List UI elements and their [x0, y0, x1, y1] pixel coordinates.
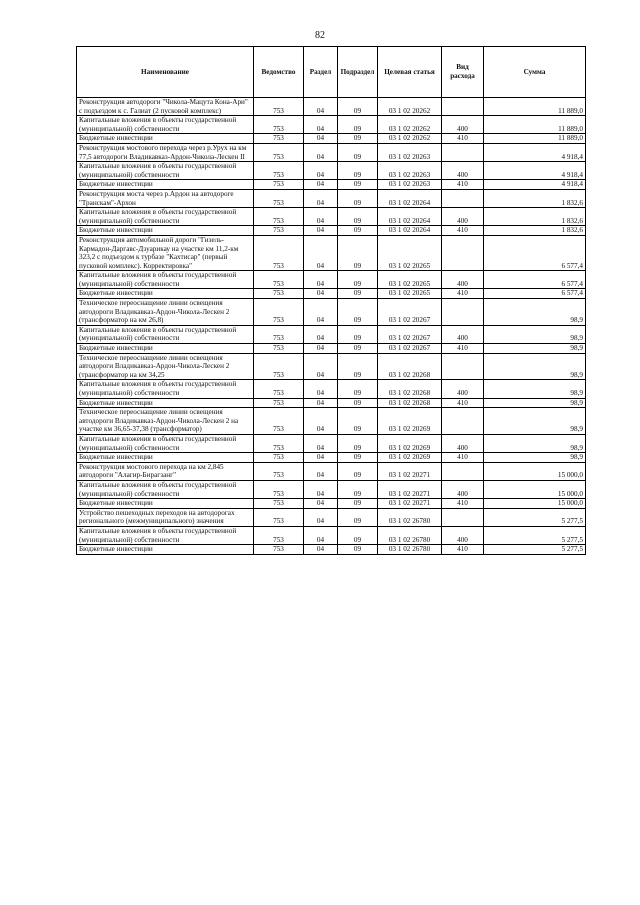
cell-ved: 753	[254, 380, 304, 398]
table-row	[77, 462, 586, 480]
table-header-row	[77, 47, 586, 98]
cell-podrazdel: 09	[338, 289, 378, 299]
cell-name: Бюджетные инвестиции	[77, 499, 254, 509]
cell-name: Реконструкция автодороги "Чикола-Мацута Кона-Ари" с подъездом к с. Галиат (2 пусковой комплекс)	[77, 98, 254, 116]
table-row	[77, 162, 586, 180]
cell-summa: 4 918,4	[484, 162, 586, 180]
header-razdel: Раздел	[304, 47, 338, 98]
cell-razdel: 04	[304, 289, 338, 299]
cell-razdel: 04	[304, 271, 338, 289]
header-ved: Ведомство	[254, 47, 304, 98]
cell-name: Бюджетные инвестиции	[77, 180, 254, 190]
cell-vid: 410	[442, 226, 484, 236]
cell-razdel: 04	[304, 235, 338, 270]
cell-vid: 410	[442, 180, 484, 190]
cell-podrazdel: 09	[338, 180, 378, 190]
cell-vid: 410	[442, 289, 484, 299]
cell-vid: 410	[442, 499, 484, 509]
cell-podrazdel: 09	[338, 526, 378, 544]
cell-podrazdel: 09	[338, 189, 378, 207]
cell-razdel: 04	[304, 325, 338, 343]
cell-summa: 5 277,5	[484, 526, 586, 544]
cell-vid	[442, 143, 484, 161]
cell-podrazdel: 09	[338, 271, 378, 289]
cell-summa: 98,9	[484, 434, 586, 452]
cell-vid: 410	[442, 344, 484, 354]
cell-cel: 03 1 02 20269	[378, 453, 442, 463]
cell-name: Бюджетные инвестиции	[77, 344, 254, 354]
cell-ved: 753	[254, 98, 304, 116]
cell-podrazdel: 09	[338, 545, 378, 555]
cell-vid	[442, 235, 484, 270]
cell-podrazdel: 09	[338, 98, 378, 116]
table-row	[77, 180, 586, 190]
table-row	[77, 189, 586, 207]
cell-ved: 753	[254, 289, 304, 299]
cell-name: Бюджетные инвестиции	[77, 398, 254, 408]
cell-podrazdel: 09	[338, 408, 378, 435]
cell-cel: 03 1 02 20263	[378, 162, 442, 180]
cell-name: Капитальные вложения в объекты государственной (муниципальной) собственности	[77, 325, 254, 343]
cell-razdel: 04	[304, 480, 338, 498]
cell-vid: 400	[442, 526, 484, 544]
cell-cel: 03 1 02 20271	[378, 480, 442, 498]
cell-razdel: 04	[304, 134, 338, 144]
cell-razdel: 04	[304, 545, 338, 555]
table-row	[77, 453, 586, 463]
header-vid: Вид расхода	[442, 47, 484, 98]
cell-name: Реконструкция моста через р.Ардон на автодороге "Транскам"-Архон	[77, 189, 254, 207]
cell-summa: 1 832,6	[484, 226, 586, 236]
cell-razdel: 04	[304, 398, 338, 408]
cell-name: Капитальные вложения в объекты государственной (муниципальной) собственности	[77, 380, 254, 398]
cell-podrazdel: 09	[338, 398, 378, 408]
table-row	[77, 344, 586, 354]
cell-name: Техническое переоснащение линии освещения автодороги Владикавказ-Ардон-Чикола-Лескен 2 (трансформатор на км 34,25	[77, 353, 254, 380]
table-row	[77, 116, 586, 134]
cell-cel: 03 1 02 20262	[378, 98, 442, 116]
cell-vid	[442, 508, 484, 526]
cell-summa: 98,9	[484, 325, 586, 343]
cell-name: Реконструкция мостового перехода через р.Урух на км 77,5 автодороги Владикавказ-Ардон-Чикола-Лескен II	[77, 143, 254, 161]
cell-razdel: 04	[304, 116, 338, 134]
cell-cel: 03 1 02 20265	[378, 235, 442, 270]
table-body	[77, 98, 586, 555]
cell-podrazdel: 09	[338, 462, 378, 480]
cell-name: Бюджетные инвестиции	[77, 134, 254, 144]
cell-ved: 753	[254, 116, 304, 134]
cell-cel: 03 1 02 20269	[378, 434, 442, 452]
header-summa: Сумма	[484, 47, 586, 98]
cell-ved: 753	[254, 180, 304, 190]
cell-ved: 753	[254, 462, 304, 480]
cell-ved: 753	[254, 508, 304, 526]
cell-cel: 03 1 02 26780	[378, 545, 442, 555]
cell-razdel: 04	[304, 526, 338, 544]
page-number: 82	[315, 30, 325, 41]
cell-podrazdel: 09	[338, 325, 378, 343]
cell-podrazdel: 09	[338, 116, 378, 134]
cell-summa: 98,9	[484, 299, 586, 326]
cell-ved: 753	[254, 271, 304, 289]
cell-cel: 03 1 02 20268	[378, 380, 442, 398]
cell-razdel: 04	[304, 353, 338, 380]
cell-podrazdel: 09	[338, 353, 378, 380]
cell-razdel: 04	[304, 499, 338, 509]
cell-ved: 753	[254, 434, 304, 452]
cell-name: Капитальные вложения в объекты государственной (муниципальной) собственности	[77, 480, 254, 498]
cell-vid: 410	[442, 398, 484, 408]
table-row	[77, 508, 586, 526]
cell-ved: 753	[254, 344, 304, 354]
cell-vid: 400	[442, 208, 484, 226]
cell-summa: 15 000,0	[484, 462, 586, 480]
table-row	[77, 434, 586, 452]
cell-summa: 98,9	[484, 408, 586, 435]
cell-ved: 753	[254, 143, 304, 161]
cell-ved: 753	[254, 480, 304, 498]
cell-ved: 753	[254, 162, 304, 180]
cell-podrazdel: 09	[338, 480, 378, 498]
cell-cel: 03 1 02 26780	[378, 526, 442, 544]
cell-cel: 03 1 02 20264	[378, 189, 442, 207]
cell-cel: 03 1 02 20267	[378, 325, 442, 343]
cell-podrazdel: 09	[338, 208, 378, 226]
cell-ved: 753	[254, 499, 304, 509]
cell-ved: 753	[254, 189, 304, 207]
cell-ved: 753	[254, 208, 304, 226]
budget-table	[76, 46, 586, 555]
cell-vid	[442, 408, 484, 435]
cell-cel: 03 1 02 20271	[378, 462, 442, 480]
cell-ved: 753	[254, 408, 304, 435]
cell-cel: 03 1 02 20265	[378, 271, 442, 289]
cell-vid: 400	[442, 380, 484, 398]
cell-summa: 4 918,4	[484, 143, 586, 161]
cell-summa: 98,9	[484, 353, 586, 380]
cell-summa: 11 889,0	[484, 134, 586, 144]
cell-razdel: 04	[304, 299, 338, 326]
table-row	[77, 408, 586, 435]
cell-name: Бюджетные инвестиции	[77, 226, 254, 236]
cell-vid	[442, 353, 484, 380]
cell-ved: 753	[254, 226, 304, 236]
cell-summa: 11 889,0	[484, 116, 586, 134]
table-row	[77, 299, 586, 326]
cell-name: Капитальные вложения в объекты государственной (муниципальной) собственности	[77, 162, 254, 180]
table-row	[77, 499, 586, 509]
table-row	[77, 98, 586, 116]
cell-name: Реконструкция автомобильной дороги "Гизель-Кармадон-Даргавс-Дзуарикау на участке км 11,2-км 323,2 с подъездом к турбазе "Кахтисар" (первый пусковой комплекс). Корректировка"	[77, 235, 254, 270]
cell-vid: 400	[442, 434, 484, 452]
cell-vid: 400	[442, 480, 484, 498]
cell-name: Устройство пешеходных переходов на автодорогах регионального (межмуниципального) значения	[77, 508, 254, 526]
cell-cel: 03 1 02 20262	[378, 116, 442, 134]
cell-name: Бюджетные инвестиции	[77, 453, 254, 463]
cell-podrazdel: 09	[338, 380, 378, 398]
table-row	[77, 289, 586, 299]
cell-vid: 410	[442, 545, 484, 555]
cell-cel: 03 1 02 20263	[378, 180, 442, 190]
table-row	[77, 545, 586, 555]
cell-cel: 03 1 02 20269	[378, 408, 442, 435]
cell-vid	[442, 299, 484, 326]
cell-name: Техническое переоснащение линии освещения автодороги Владикавказ-Ардон-Чикола-Лескен 2 (трансформатор на км 26,8)	[77, 299, 254, 326]
cell-podrazdel: 09	[338, 226, 378, 236]
cell-ved: 753	[254, 235, 304, 270]
cell-vid	[442, 189, 484, 207]
cell-summa: 98,9	[484, 453, 586, 463]
cell-razdel: 04	[304, 180, 338, 190]
cell-ved: 753	[254, 453, 304, 463]
cell-summa: 15 000,0	[484, 499, 586, 509]
cell-cel: 03 1 02 20271	[378, 499, 442, 509]
table-row	[77, 353, 586, 380]
cell-summa: 98,9	[484, 344, 586, 354]
cell-summa: 11 889,0	[484, 98, 586, 116]
cell-ved: 753	[254, 526, 304, 544]
cell-name: Бюджетные инвестиции	[77, 545, 254, 555]
cell-vid: 400	[442, 271, 484, 289]
table-row	[77, 480, 586, 498]
cell-cel: 03 1 02 20267	[378, 299, 442, 326]
cell-vid	[442, 462, 484, 480]
cell-ved: 753	[254, 134, 304, 144]
table-row	[77, 380, 586, 398]
cell-razdel: 04	[304, 143, 338, 161]
cell-cel: 03 1 02 20267	[378, 344, 442, 354]
cell-cel: 03 1 02 20268	[378, 353, 442, 380]
cell-vid: 400	[442, 325, 484, 343]
cell-vid: 410	[442, 453, 484, 463]
cell-ved: 753	[254, 545, 304, 555]
cell-podrazdel: 09	[338, 143, 378, 161]
cell-name: Капитальные вложения в объекты государственной (муниципальной) собственности	[77, 116, 254, 134]
cell-razdel: 04	[304, 462, 338, 480]
cell-vid: 400	[442, 116, 484, 134]
cell-razdel: 04	[304, 508, 338, 526]
table-row	[77, 143, 586, 161]
cell-ved: 753	[254, 353, 304, 380]
cell-summa: 5 277,5	[484, 545, 586, 555]
cell-podrazdel: 09	[338, 499, 378, 509]
cell-vid: 400	[442, 162, 484, 180]
cell-podrazdel: 09	[338, 162, 378, 180]
table-row	[77, 208, 586, 226]
cell-summa: 6 577,4	[484, 271, 586, 289]
cell-summa: 6 577,4	[484, 289, 586, 299]
cell-ved: 753	[254, 299, 304, 326]
cell-summa: 1 832,6	[484, 189, 586, 207]
cell-razdel: 04	[304, 344, 338, 354]
cell-razdel: 04	[304, 226, 338, 236]
cell-cel: 03 1 02 20265	[378, 289, 442, 299]
table-row	[77, 226, 586, 236]
cell-ved: 753	[254, 325, 304, 343]
cell-vid: 410	[442, 134, 484, 144]
cell-name: Капитальные вложения в объекты государственной (муниципальной) собственности	[77, 208, 254, 226]
table-row	[77, 325, 586, 343]
cell-cel: 03 1 02 26780	[378, 508, 442, 526]
cell-summa: 6 577,4	[484, 235, 586, 270]
header-name: Наименование	[77, 47, 254, 98]
cell-name: Капитальные вложения в объекты государственной (муниципальной) собственности	[77, 434, 254, 452]
cell-razdel: 04	[304, 380, 338, 398]
cell-cel: 03 1 02 20263	[378, 143, 442, 161]
cell-name: Техническое переоснащение линии освещения автодороги Владикавказ-Ардон-Чикола-Лескен 2 на участке км 36,65-37,38 (трансформатор)	[77, 408, 254, 435]
table-row	[77, 271, 586, 289]
cell-podrazdel: 09	[338, 299, 378, 326]
table-row	[77, 398, 586, 408]
cell-podrazdel: 09	[338, 134, 378, 144]
cell-razdel: 04	[304, 189, 338, 207]
cell-cel: 03 1 02 20262	[378, 134, 442, 144]
cell-razdel: 04	[304, 408, 338, 435]
cell-name: Бюджетные инвестиции	[77, 289, 254, 299]
cell-summa: 5 277,5	[484, 508, 586, 526]
cell-name: Реконструкция мостового перехода на км 2,845 автодороги "Алагир-Бирагзанг"	[77, 462, 254, 480]
cell-razdel: 04	[304, 162, 338, 180]
cell-podrazdel: 09	[338, 453, 378, 463]
cell-cel: 03 1 02 20264	[378, 208, 442, 226]
table-row	[77, 134, 586, 144]
cell-cel: 03 1 02 20268	[378, 398, 442, 408]
cell-name: Капитальные вложения в объекты государственной (муниципальной) собственности	[77, 526, 254, 544]
cell-podrazdel: 09	[338, 235, 378, 270]
table-row	[77, 526, 586, 544]
cell-cel: 03 1 02 20264	[378, 226, 442, 236]
cell-name: Капитальные вложения в объекты государственной (муниципальной) собственности	[77, 271, 254, 289]
cell-summa: 98,9	[484, 398, 586, 408]
cell-podrazdel: 09	[338, 344, 378, 354]
cell-summa: 1 832,6	[484, 208, 586, 226]
cell-ved: 753	[254, 398, 304, 408]
cell-summa: 98,9	[484, 380, 586, 398]
header-podrazdel: Подраздел	[338, 47, 378, 98]
cell-razdel: 04	[304, 208, 338, 226]
cell-vid	[442, 98, 484, 116]
cell-summa: 4 918,4	[484, 180, 586, 190]
header-cel: Целевая статья	[378, 47, 442, 98]
cell-razdel: 04	[304, 98, 338, 116]
cell-podrazdel: 09	[338, 434, 378, 452]
cell-razdel: 04	[304, 453, 338, 463]
cell-razdel: 04	[304, 434, 338, 452]
table-row	[77, 235, 586, 270]
cell-podrazdel: 09	[338, 508, 378, 526]
cell-summa: 15 000,0	[484, 480, 586, 498]
